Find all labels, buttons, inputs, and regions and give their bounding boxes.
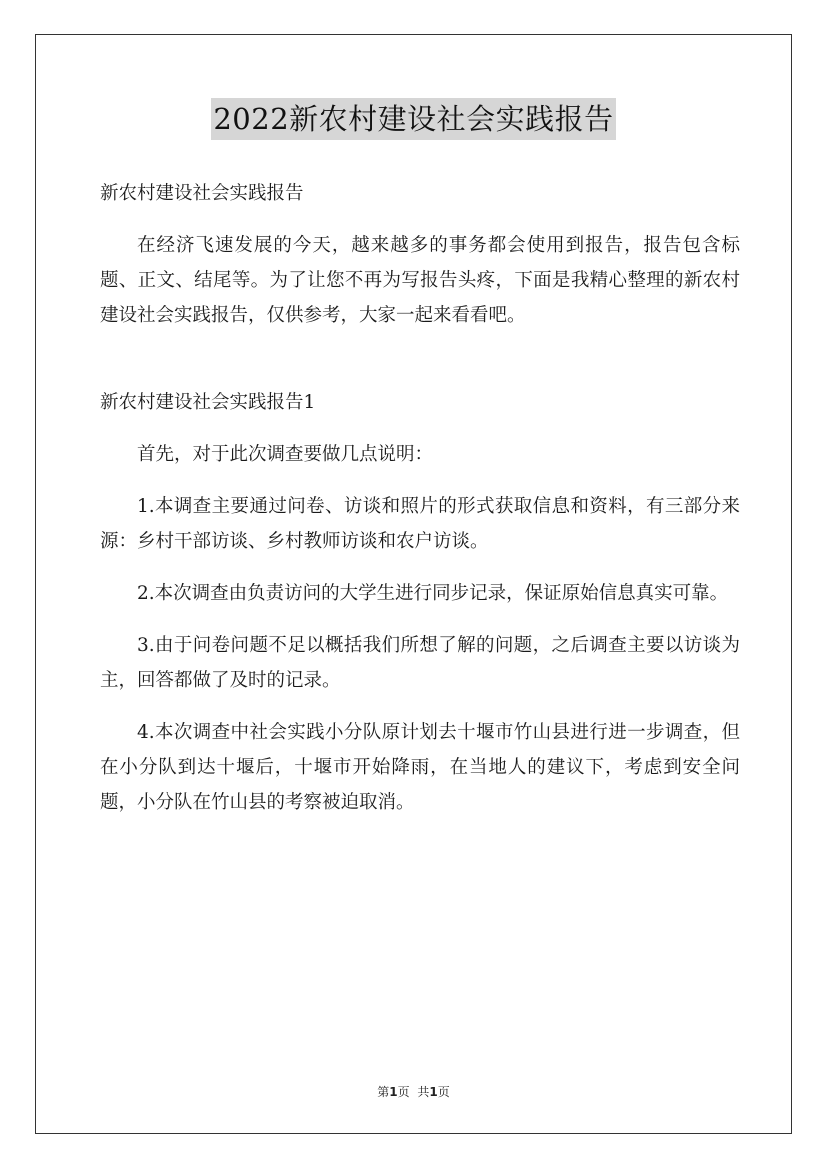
page-current: 1 [389,1085,398,1099]
document-subtitle: 新农村建设社会实践报告 [100,183,304,204]
total-suffix: 页 [437,1085,450,1099]
title-container [0,98,827,140]
total-pages: 1 [429,1085,438,1099]
document-title: 2022新农村建设社会实践报告 [211,98,615,140]
list-item-3: 3.由于问卷问题不足以概括我们所想了解的问题，之后调查主要以访谈为主，回答都做了及时的记录。 [100,635,740,691]
intro-paragraph: 在经济飞速发展的今天，越来越多的事务都会使用到报告，报告包含标题、正文、结尾等。为了让您不再为写报告头疼，下面是我精心整理的新农村建设社会实践报告，仅供参考，大家一起来看看吧。 [100,235,740,326]
document-body [100,176,740,820]
section-heading: 新农村建设社会实践报告1 [100,392,316,413]
list-item-2: 2.本次调查由负责访问的大学生进行同步记录，保证原始信息真实可靠。 [137,583,729,604]
page-footer [0,1083,827,1100]
page-suffix: 页 [397,1085,410,1099]
page-prefix: 第 [377,1085,390,1099]
list-item-4: 4.本次调查中社会实践小分队原计划去十堰市竹山县进行进一步调查，但在小分队到达十堰后，十堰市开始降雨，在当地人的建议下，考虑到安全问题，小分队在竹山县的考察被迫取消。 [100,722,740,813]
lead-paragraph: 首先，对于此次调查要做几点说明： [137,444,434,465]
list-item-1: 1.本调查主要通过问卷、访谈和照片的形式获取信息和资料，有三部分来源：乡村干部访谈、乡村教师访谈和农户访谈。 [100,496,740,552]
total-prefix: 共 [417,1085,430,1099]
